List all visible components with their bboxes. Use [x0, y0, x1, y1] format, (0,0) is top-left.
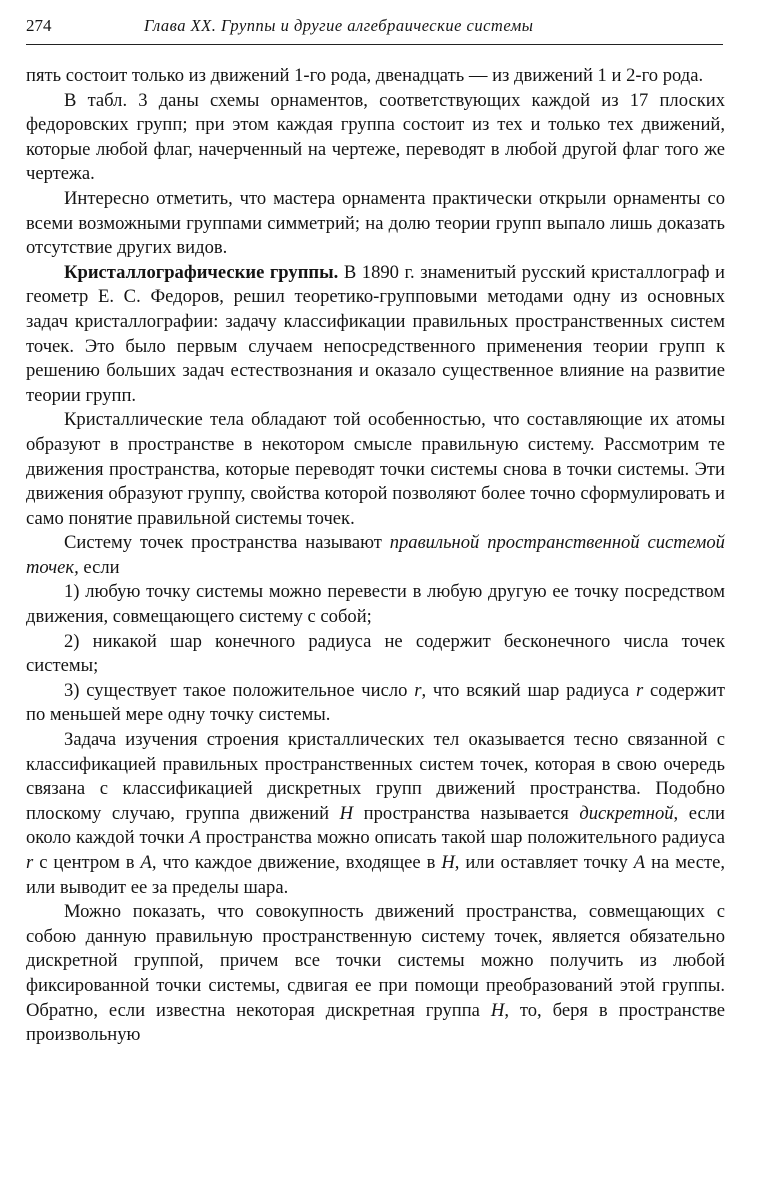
math-variable: H	[490, 999, 505, 1021]
paragraph-continued	[26, 64, 725, 89]
running-head	[26, 16, 723, 45]
paragraph-text: , что каждое движение, входящее в	[151, 852, 436, 873]
paragraph-text: Задача изучения строения кристаллических тел оказывается тесно связанной с классификацией правильных пространственных систем точек, которая в свою очередь связана с классификацией дискретных групп движений пространства. Подобно плоскому случаю, группа движений	[26, 729, 725, 824]
paragraph-text: В 1890 г. знаменитый русский кристаллограф и геометр Е. С. Федоров, решил теоретико-групповыми методами одну из основных задач кристаллографии: задачу классификации правильных пространственных систем точек. Это было первым случаем непосредственного применения теории групп к решению больших задач естествознания и оказало существенное влияние на развитие теории групп.	[26, 261, 725, 406]
paragraph-text: , то, беря в пространстве произвольную	[26, 999, 725, 1046]
paragraph-text: , или оставляет точку	[454, 852, 628, 873]
paragraph-total-motions	[26, 900, 725, 1048]
paragraph-text: на месте, или выводит ее за пределы шара.	[26, 852, 725, 898]
math-variable: r	[26, 852, 34, 873]
paragraph-text: Кристаллические тела обладают той особенностью, что составляющие их атомы образуют в пространстве в некотором смысле правильную систему. Рассмотрим те движения пространства, которые переводят точки системы снова в точки системы. Эти движения образуют группу, свойства которой позволяют более точно сформулировать и само понятие правильной системы точек.	[26, 409, 725, 529]
paragraph-text: с центром в	[39, 852, 135, 873]
paragraph-text: пространства можно описать такой шар положительного радиуса	[205, 827, 726, 849]
math-variable: H	[339, 802, 354, 824]
paragraph-discrete-groups	[26, 728, 725, 900]
math-variable: A	[189, 827, 201, 849]
math-variable: r	[414, 679, 422, 701]
defined-term: дискретной	[579, 802, 674, 824]
paragraph-text: , если около каждой точки	[26, 802, 725, 849]
body-text	[26, 64, 725, 1048]
condition-1	[26, 580, 725, 629]
paragraph-text: Интересно отметить, что мастера орнамента практически открыли орнаменты со всеми возможными группами симметрий; на долю теории групп выпало лишь доказать отсутствие других видов.	[26, 187, 725, 259]
paragraph-text: Систему точек пространства называют	[64, 532, 382, 554]
chapter-title: Глава XX. Группы и другие алгебраические системы	[144, 16, 534, 35]
paragraph-definition	[26, 531, 725, 580]
condition-2	[26, 630, 725, 679]
defined-term: правильной пространственной системой точек,	[26, 532, 725, 578]
paragraph-text: 3) существует такое положительное число	[64, 679, 408, 701]
paragraph-text: содержит по меньшей мере одну точку системы.	[26, 679, 725, 726]
paragraph-text: 2) никакой шар конечного радиуса не содержит бесконечного числа точек системы;	[26, 630, 725, 677]
math-variable: H	[441, 852, 455, 873]
math-variable: A	[633, 852, 646, 873]
paragraph-table-reference	[26, 89, 725, 187]
paragraph-text: , что всякий шар радиуса	[421, 679, 630, 701]
paragraph-crystallographic-groups	[26, 261, 725, 409]
condition-3	[26, 679, 725, 728]
paragraph-text: если	[83, 556, 120, 578]
section-heading: Кристаллографические группы.	[64, 261, 339, 283]
paragraph-ornament-masters	[26, 187, 725, 261]
paragraph-text: 1) любую точку системы можно перевести в любую другую ее точку посредством движения, совмещающего систему с собой;	[26, 581, 725, 628]
math-variable: r	[635, 679, 644, 701]
paragraph-crystalline-bodies	[26, 408, 725, 531]
paragraph-text: пять состоит только из движений 1-го рода, двенадцать — из движений 1 и 2-го рода.	[26, 65, 704, 86]
math-variable: A	[140, 852, 152, 873]
paragraph-text: Можно показать, что совокупность движений пространства, совмещающих с собою данную правильную пространственную систему точек, является обязательно дискретной группой, причем все точки системы можно получить из любой фиксированной точки системы, сдвигая ее при помощи преобразований этой группы. Обратно, если известна некоторая дискретная группа	[26, 901, 725, 1021]
page-number: 274	[26, 16, 52, 35]
paragraph-text: пространства называется	[363, 802, 569, 824]
paragraph-text: В табл. 3 даны схемы орнаментов, соответствующих каждой из 17 плоских федоровских групп; при этом каждая группа состоит из тех и только тех движений, которые любой флаг, начерченный на чертеже, переводят в любой другой флаг того же чертежа.	[26, 89, 725, 185]
